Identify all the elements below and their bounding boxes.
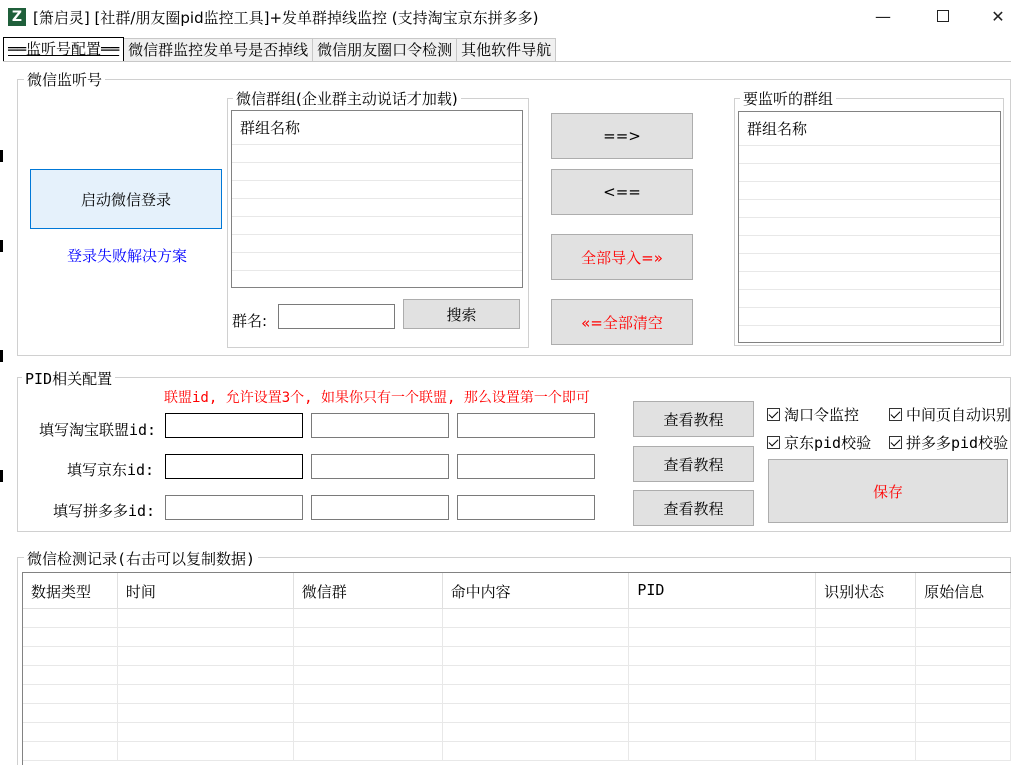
- list-row: [232, 235, 522, 253]
- list-row: [232, 199, 522, 217]
- edge-mark: [0, 470, 3, 482]
- column-header-recognize-status[interactable]: 识别状态: [816, 573, 916, 608]
- taobao-id-input-1[interactable]: [165, 413, 303, 438]
- list-row: [739, 254, 1000, 272]
- pdd-id-label: 填写拼多多id:: [53, 502, 156, 520]
- wechat-groups-list-header: 群组名称: [232, 111, 522, 145]
- list-row: [739, 218, 1000, 236]
- tab-strip: [3, 38, 555, 62]
- table-header: [23, 573, 1011, 609]
- jd-tutorial-button[interactable]: 查看教程: [633, 446, 754, 482]
- list-row: [232, 145, 522, 163]
- move-left-button[interactable]: <==: [551, 169, 693, 215]
- checkbox-checked-icon: [889, 408, 902, 421]
- jd-id-input-3[interactable]: [457, 454, 595, 479]
- pdd-tutorial-button[interactable]: 查看教程: [633, 490, 754, 526]
- close-icon: ✕: [991, 6, 1005, 26]
- pdd-pid-check-checkbox[interactable]: 拼多多pid校验: [889, 432, 1008, 453]
- group-name-label: 群名:: [232, 312, 268, 330]
- tab-moments-command-detect[interactable]: 微信朋友圈口令检测: [312, 38, 457, 61]
- tab-group-offline-monitor[interactable]: 微信群监控发单号是否掉线: [123, 38, 313, 61]
- list-row: [739, 308, 1000, 326]
- jd-pid-check-checkbox[interactable]: 京东pid校验: [767, 432, 871, 453]
- group-name-input[interactable]: [278, 304, 395, 329]
- maximize-icon: [937, 10, 949, 22]
- column-header-wechat-group[interactable]: 微信群: [294, 573, 443, 608]
- window-title: [箫启灵] [社群/朋友圈pid监控工具]+发单群掉线监控 (支持淘宝京东拼多多): [33, 9, 539, 27]
- jd-id-input-1[interactable]: [165, 454, 303, 479]
- login-fail-solution-link[interactable]: 登录失败解决方案: [67, 247, 188, 265]
- edge-mark: [0, 150, 3, 162]
- close-button[interactable]: [975, 0, 1011, 32]
- search-button[interactable]: 搜索: [403, 299, 520, 329]
- minimize-icon: —: [875, 6, 891, 26]
- list-row: [739, 182, 1000, 200]
- edge-mark: [0, 350, 3, 362]
- monitor-account-group-title: 微信监听号: [24, 69, 105, 90]
- list-row: [739, 290, 1000, 308]
- listen-groups-list[interactable]: [738, 111, 1001, 343]
- taokouling-monitor-checkbox[interactable]: 淘口令监控: [767, 404, 859, 425]
- listen-groups-list-header: 群组名称: [739, 112, 1000, 146]
- jd-id-label: 填写京东id:: [67, 461, 155, 479]
- jd-id-input-2[interactable]: [311, 454, 449, 479]
- app-icon: Z: [8, 8, 26, 26]
- detection-log-table[interactable]: [22, 572, 1011, 765]
- tab-monitor-config[interactable]: ══监听号配置══: [3, 37, 124, 62]
- list-row: [739, 272, 1000, 290]
- list-row: [232, 217, 522, 235]
- checkbox-checked-icon: [889, 436, 902, 449]
- wechat-groups-list[interactable]: [231, 110, 523, 288]
- table-row: [23, 628, 1011, 647]
- checkbox-checked-icon: [767, 408, 780, 421]
- table-row: [23, 742, 1011, 761]
- import-all-button[interactable]: 全部导入=»: [551, 234, 693, 280]
- list-row: [232, 181, 522, 199]
- list-row: [232, 253, 522, 271]
- tab-divider: [3, 61, 1011, 62]
- minimize-button[interactable]: [860, 0, 906, 32]
- taobao-id-input-2[interactable]: [311, 413, 449, 438]
- column-header-pid[interactable]: PID: [629, 573, 816, 608]
- taobao-id-label: 填写淘宝联盟id:: [39, 421, 157, 439]
- column-header-time[interactable]: 时间: [118, 573, 294, 608]
- table-row: [23, 647, 1011, 666]
- column-header-raw-info[interactable]: 原始信息: [916, 573, 1011, 608]
- title-bar: [0, 0, 1011, 34]
- start-wechat-login-button[interactable]: 启动微信登录: [30, 169, 222, 229]
- pdd-id-input-3[interactable]: [457, 495, 595, 520]
- table-row: [23, 609, 1011, 628]
- list-row: [739, 236, 1000, 254]
- pid-hint-text: 联盟id, 允许设置3个, 如果你只有一个联盟, 那么设置第一个即可: [164, 390, 590, 406]
- middle-page-recognize-checkbox[interactable]: 中间页自动识别: [889, 404, 1011, 425]
- table-row: [23, 685, 1011, 704]
- list-row: [739, 146, 1000, 164]
- list-row: [739, 164, 1000, 182]
- pid-config-group-title: PID相关配置: [22, 368, 115, 389]
- save-button[interactable]: 保存: [768, 459, 1008, 523]
- taobao-id-input-3[interactable]: [457, 413, 595, 438]
- column-header-hit-content[interactable]: 命中内容: [443, 573, 630, 608]
- list-row: [739, 200, 1000, 218]
- wechat-groups-title: 微信群组(企业群主动说话才加载): [233, 88, 461, 109]
- edge-mark: [0, 240, 3, 252]
- table-row: [23, 666, 1011, 685]
- detection-log-group-title: 微信检测记录(右击可以复制数据): [24, 548, 258, 569]
- listen-groups-title: 要监听的群组: [740, 88, 836, 109]
- move-right-button[interactable]: ==>: [551, 113, 693, 159]
- taobao-tutorial-button[interactable]: 查看教程: [633, 401, 754, 437]
- table-row: [23, 723, 1011, 742]
- column-header-data-type[interactable]: 数据类型: [23, 573, 118, 608]
- table-row: [23, 704, 1011, 723]
- list-row: [232, 163, 522, 181]
- checkbox-checked-icon: [767, 436, 780, 449]
- pdd-id-input-2[interactable]: [311, 495, 449, 520]
- maximize-button[interactable]: [920, 0, 966, 32]
- clear-all-button[interactable]: «=全部清空: [551, 299, 693, 345]
- pdd-id-input-1[interactable]: [165, 495, 303, 520]
- tab-other-software[interactable]: 其他软件导航: [456, 38, 556, 61]
